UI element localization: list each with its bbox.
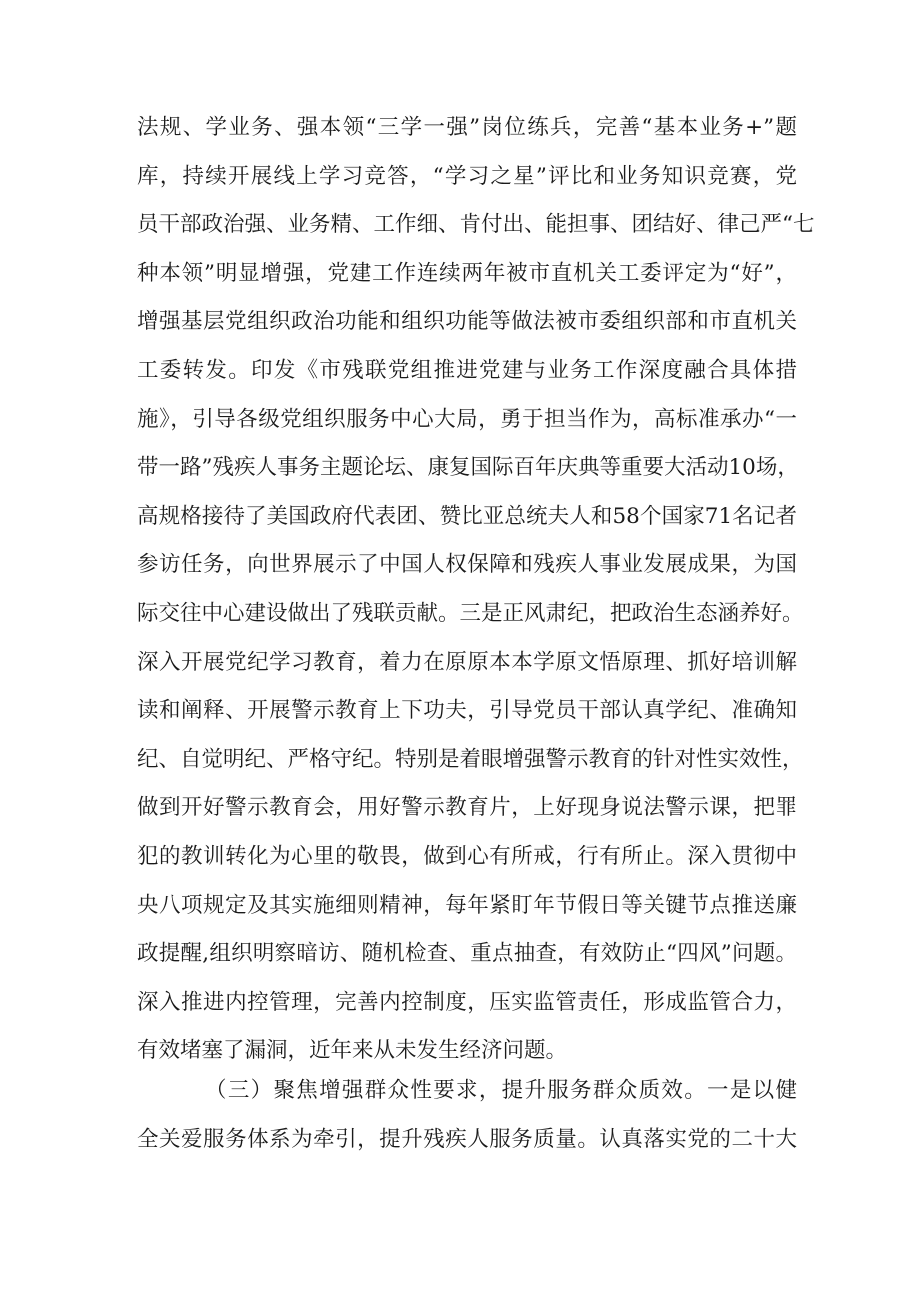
text-line: 央八项规定及其实施细则精神，每年紧盯年节假日等关键节点推送廉 <box>137 892 797 918</box>
text-line: 增强基层党组织政治功能和组织功能等做法被市委组织部和市直机关 <box>137 309 797 335</box>
text-line: 库，持续开展线上学习竞答，“学习之星”评比和业务知识竞赛，党 <box>137 163 797 189</box>
text-line: 参访任务，向世界展示了中国人权保障和残疾人事业发展成果，为国 <box>137 552 797 578</box>
paragraph-1 <box>137 104 815 1076</box>
text-line: 带一路”残疾人事务主题论坛、康复国际百年庆典等重要大活动10场， <box>137 455 799 481</box>
text-line: 政提醒,组织明察暗访、随机检查、重点抽查，有效防止“四风”问题。 <box>137 941 797 967</box>
paragraph-2 <box>137 1067 797 1164</box>
text-line: 深入开展党纪学习教育，着力在原原本本学原文悟原理、抓好培训解 <box>137 649 797 675</box>
text-line: 种本领”明显增强，党建工作连续两年被市直机关工委评定为“好”， <box>137 260 797 286</box>
text-line: 全关爱服务体系为牵引，提升残疾人服务质量。认真落实党的二十大 <box>137 1126 797 1152</box>
text-line: 工委转发。印发《市残联党组推进党建与业务工作深度融合具体措 <box>137 357 797 383</box>
text-line: 施》，引导各级党组织服务中心大局，勇于担当作为，高标准承办“一 <box>137 406 797 432</box>
text-line: 犯的教训转化为心里的敬畏，做到心有所戒，行有所止。深入贯彻中 <box>137 843 797 869</box>
text-line: 际交往中心建设做出了残联贡献。三是正风肃纪，把政治生态涵养好。 <box>137 600 804 626</box>
text-line: 法规、学业务、强本领“三学一强”岗位练兵，完善“基本业务+”题 <box>137 115 797 140</box>
text-line: （三）聚焦增强群众性要求，提升服务群众质效。一是以健 <box>205 1078 797 1103</box>
text-line: 深入推进内控管理，完善内控制度，压实监管责任，形成监管合力， <box>137 989 797 1015</box>
text-line: 读和阐释、开展警示教育上下功夫，引导党员干部认真学纪、准确知 <box>137 698 797 724</box>
text-line: 员干部政治强、业务精、工作细、肯付出、能担事、团结好、律己严“七 <box>137 212 815 238</box>
text-line: 纪、自觉明纪、严格守纪。特别是着眼增强警示教育的针对性实效性， <box>137 746 804 772</box>
text-line: 做到开好警示教育会，用好警示教育片，上好现身说法警示课，把罪 <box>137 795 797 821</box>
text-line: 高规格接待了美国政府代表团、赞比亚总统夫人和58个国家71名记者 <box>137 503 798 529</box>
text-line: 有效堵塞了漏洞，近年来从未发生经济问题。 <box>137 1038 568 1064</box>
